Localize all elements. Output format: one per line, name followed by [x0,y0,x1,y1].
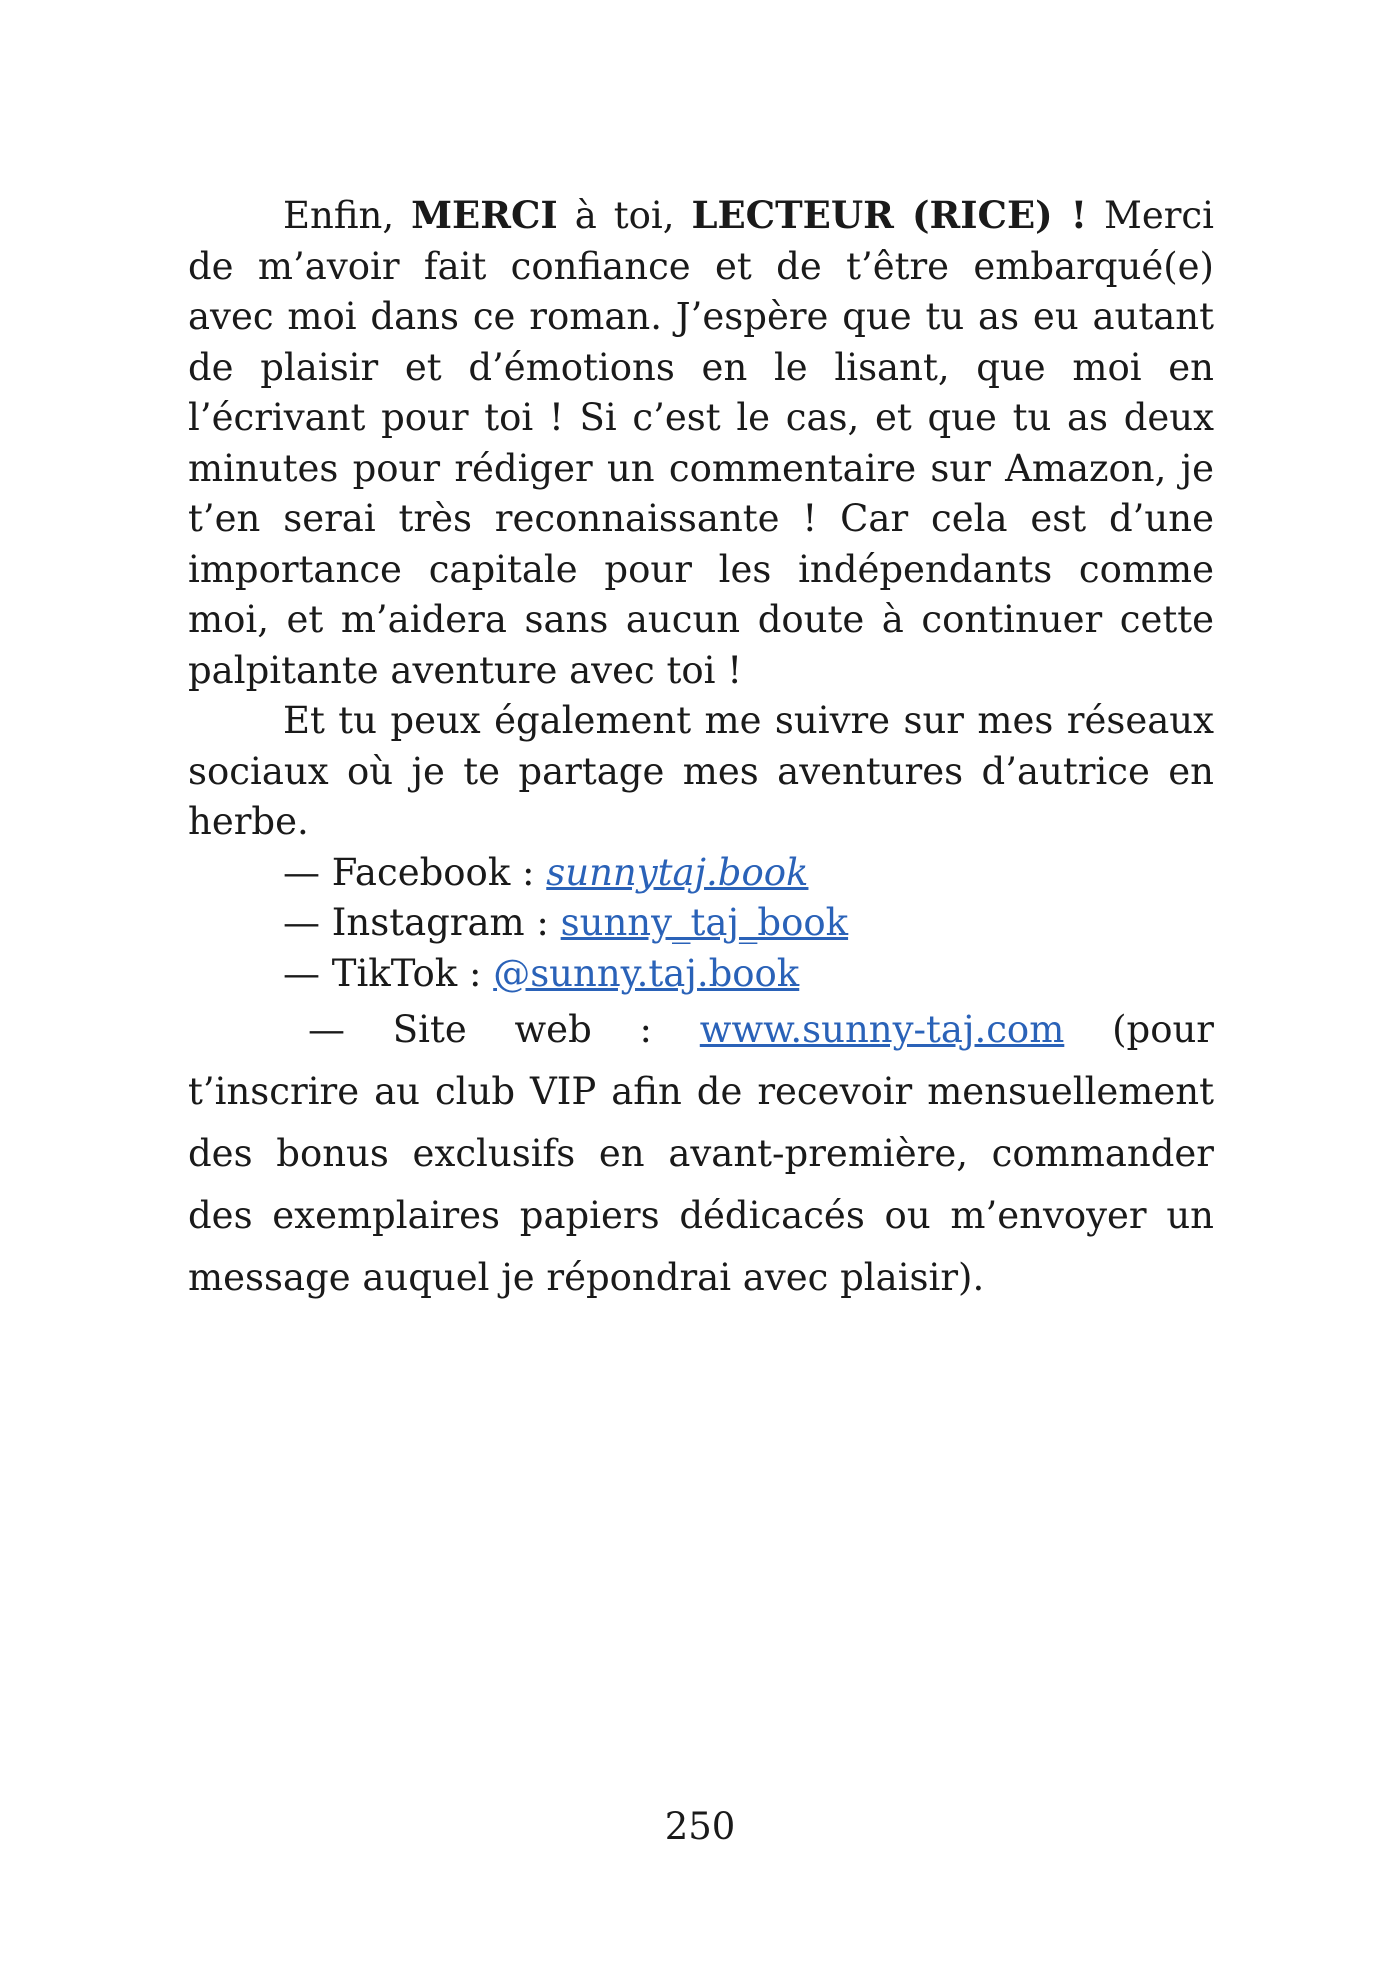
social-intro-paragraph: Et tu peux également me suivre sur mes réseaux sociaux où je te partage mes aventures d’autrice en herbe. [188,699,1214,843]
tiktok-label: — TikTok : [283,951,494,995]
website-description: (pour t’inscrire au club VIP afin de recevoir mensuellement des bonus exclusifs en avant-première, commander des exemplaires papiers dédicacés ou m’envoyer un message auquel je répondrai avec plaisir). [188,1008,1214,1299]
merci-bold: MERCI [411,193,558,237]
facebook-link[interactable]: sunnytaj.book [546,850,809,894]
website-link[interactable]: www.sunny-taj.com [699,1008,1065,1051]
social-facebook [188,848,1214,899]
thanks-intro: Enfin, [283,194,412,237]
instagram-label: — Instagram : [283,901,561,944]
social-website [188,999,1214,1309]
thanks-mid: à toi, [557,194,692,237]
website-label: — Site web : [308,1008,700,1051]
page-body [188,190,1214,1309]
social-tiktok [188,949,1214,1000]
social-instagram [188,898,1214,949]
tiktok-link[interactable]: @sunny.taj.book [493,951,800,995]
facebook-label: — Facebook : [283,850,547,894]
thanks-rest: Merci de m’avoir fait confiance et de t’être embarqué(e) avec moi dans ce roman. J’espère que tu as eu autant de plaisir et d’émotions en le lisant, que moi en l’écrivant pour toi ! Si c’est le cas, et que tu as deux minutes pour rédiger un commentaire sur Amazon, je t’en serai très reconnaissante ! Car cela est d’une importance capitale pour les indépendants comme moi, et m’aidera sans aucun doute à continuer cette palpitante aventure avec toi ! [188,194,1214,692]
page-number: 250 [664,1805,736,1848]
lecteur-bold: LECTEUR (RICE) ! [691,193,1087,237]
thanks-paragraph [188,190,1214,696]
instagram-link[interactable]: sunny_taj_book [560,901,849,944]
